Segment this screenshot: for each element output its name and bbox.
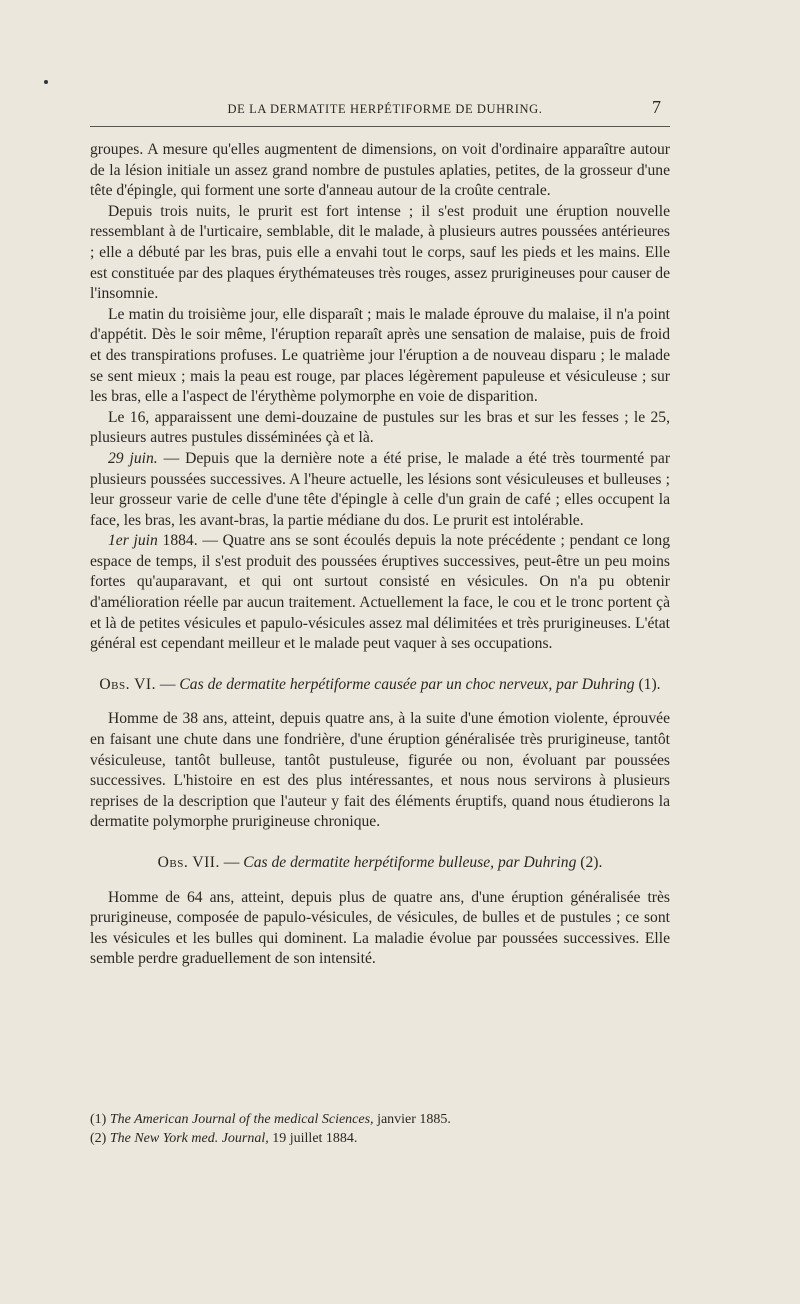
observation-title: Cas de dermatite herpétiforme causée par un choc nerveux, par Duhring — [179, 675, 635, 693]
ink-speck — [44, 80, 48, 84]
footnote-ref: (1). — [638, 675, 661, 693]
header-rule — [90, 126, 670, 127]
footnote-source: The American Journal of the medical Sciences, — [109, 1112, 374, 1127]
footnote-date: 19 juillet 1884. — [272, 1131, 358, 1146]
observation-title: Cas de dermatite herpétiforme bulleuse, par Duhring — [243, 854, 577, 871]
observation-label: Obs. VI. — [99, 675, 157, 693]
page-body — [90, 140, 670, 970]
footnote-mark: (1) — [90, 1112, 107, 1127]
paragraph: Homme de 38 ans, atteint, depuis quatre ans, à la suite d'une émotion violente, éprouvée en faisant une chute dans une fondrière, d'une éruption généralisée très prurigineuse, tantôt vésiculeuse, tantôt bulleuse, tantôt pustuleuse, figurée ou non, évoluant par poussées successives. L'histoire en est des plus intéressantes, et nous nous servirons à plusieurs reprises de la description que l'auteur y fait des éléments éruptifs, quand nous étudierons la dermatite polymorphe prurigineuse chronique. — [90, 710, 670, 831]
footnote-source: The New York med. Journal, — [109, 1131, 269, 1146]
paragraph: groupes. A mesure qu'elles augmentent de dimensions, on voit d'ordinaire apparaître autour de la lésion initiale un assez grand nombre de pustules aplaties, petites, de la grosseur d'une tête d'épingle, qui forment une sorte d'anneau autour de la croûte centrale. — [90, 141, 670, 200]
footnote — [90, 1129, 670, 1148]
observation-label: Obs. VII. — [157, 854, 220, 871]
footnote — [90, 1110, 670, 1129]
paragraph — [90, 531, 670, 655]
paragraph: Depuis trois nuits, le prurit est fort intense ; il s'est produit une éruption nouvelle ressemblant à de l'urticaire, semblable, dit le malade, à plusieurs autres poussées antérieures ; elle a débuté par les bras, puis elle a envahi tout le corps, sauf les pieds et les mains. Elle est constituée par des plaques érythémateuses très rouges, assez prurigineuses pour causer de l'insomnie. — [90, 202, 670, 303]
paragraph — [90, 449, 670, 531]
observation-heading: Obs. VII. — Cas de dermatite herpétiforme bulleuse, par Duhring (2). — [157, 854, 603, 871]
footnote-date: janvier 1885. — [377, 1112, 451, 1127]
page-number: 7 — [652, 97, 661, 117]
running-title: DE LA DERMATITE HERPÉTIFORME DE DUHRING. — [227, 102, 543, 116]
footnote-mark: (2) — [90, 1131, 107, 1146]
footnotes — [90, 1110, 670, 1148]
entry-date: 1er juin — [108, 532, 158, 550]
paragraph: Le matin du troisième jour, elle disparaît ; mais le malade éprouve du malaise, il n'a point d'appétit. Dès le soir même, l'éruption reparaît après une sensation de malaise, puis de froid et des transpirations profuses. Le quatrième jour l'éruption a de nouveau disparu ; le malade se sent mieux ; mais la peau est rouge, par places légèrement papuleuse et vésiculeuse ; sur les bras, elle a l'aspect de l'érythème polymorphe en voie de disparition. — [90, 305, 670, 406]
paragraph: Le 16, apparaissent une demi-douzaine de pustules sur les bras et sur les fesses ; le 25, plusieurs autres pustules disséminées çà et là. — [90, 408, 670, 447]
entry-text: 1884. — Quatre ans se sont écoulés depuis la note précédente ; pendant ce long espace de temps, il s'est produit des poussées éruptives successives, peut-être un peu moins fortes qu'auparavant, et qui ont surtout consisté en vésicules. On n'a pu obtenir d'amélioration réelle par aucun traitement. Actuellement la face, le cou et le tronc portent çà et là de petites vésicules et papulo-vésicules assez mal délimitées et très prurigineuses. L'état général est cependant meilleur et le malade peut vaquer à ses occupations. — [90, 532, 670, 653]
entry-text: — Depuis que la dernière note a été prise, le malade a été très tourmenté par plusieurs poussées successives. A l'heure actuelle, les lésions sont vésiculeuses et bulleuses ; leur grosseur varie de celle d'une tête d'épingle à celle d'un grain de café ; elles occupent la face, les bras, les avant-bras, la partie médiane du dos. Le prurit est intolérable. — [90, 449, 671, 529]
entry-date: 29 juin. — [108, 449, 158, 467]
observation-heading: Obs. VI. — Cas de dermatite herpétiforme causée par un choc nerveux, par Duhring (1). — [99, 675, 661, 693]
footnote-ref: (2). — [580, 854, 603, 871]
paragraph: Homme de 64 ans, atteint, depuis plus de quatre ans, d'une éruption généralisée très prurigineuse, composée de papulo-vésicules, de vésicules, de bulles et de pustules ; ce sont les vésicules et les bulles qui dominent. La maladie évolue par poussées successives. Elle semble perdre graduellement de son intensité. — [90, 888, 670, 968]
